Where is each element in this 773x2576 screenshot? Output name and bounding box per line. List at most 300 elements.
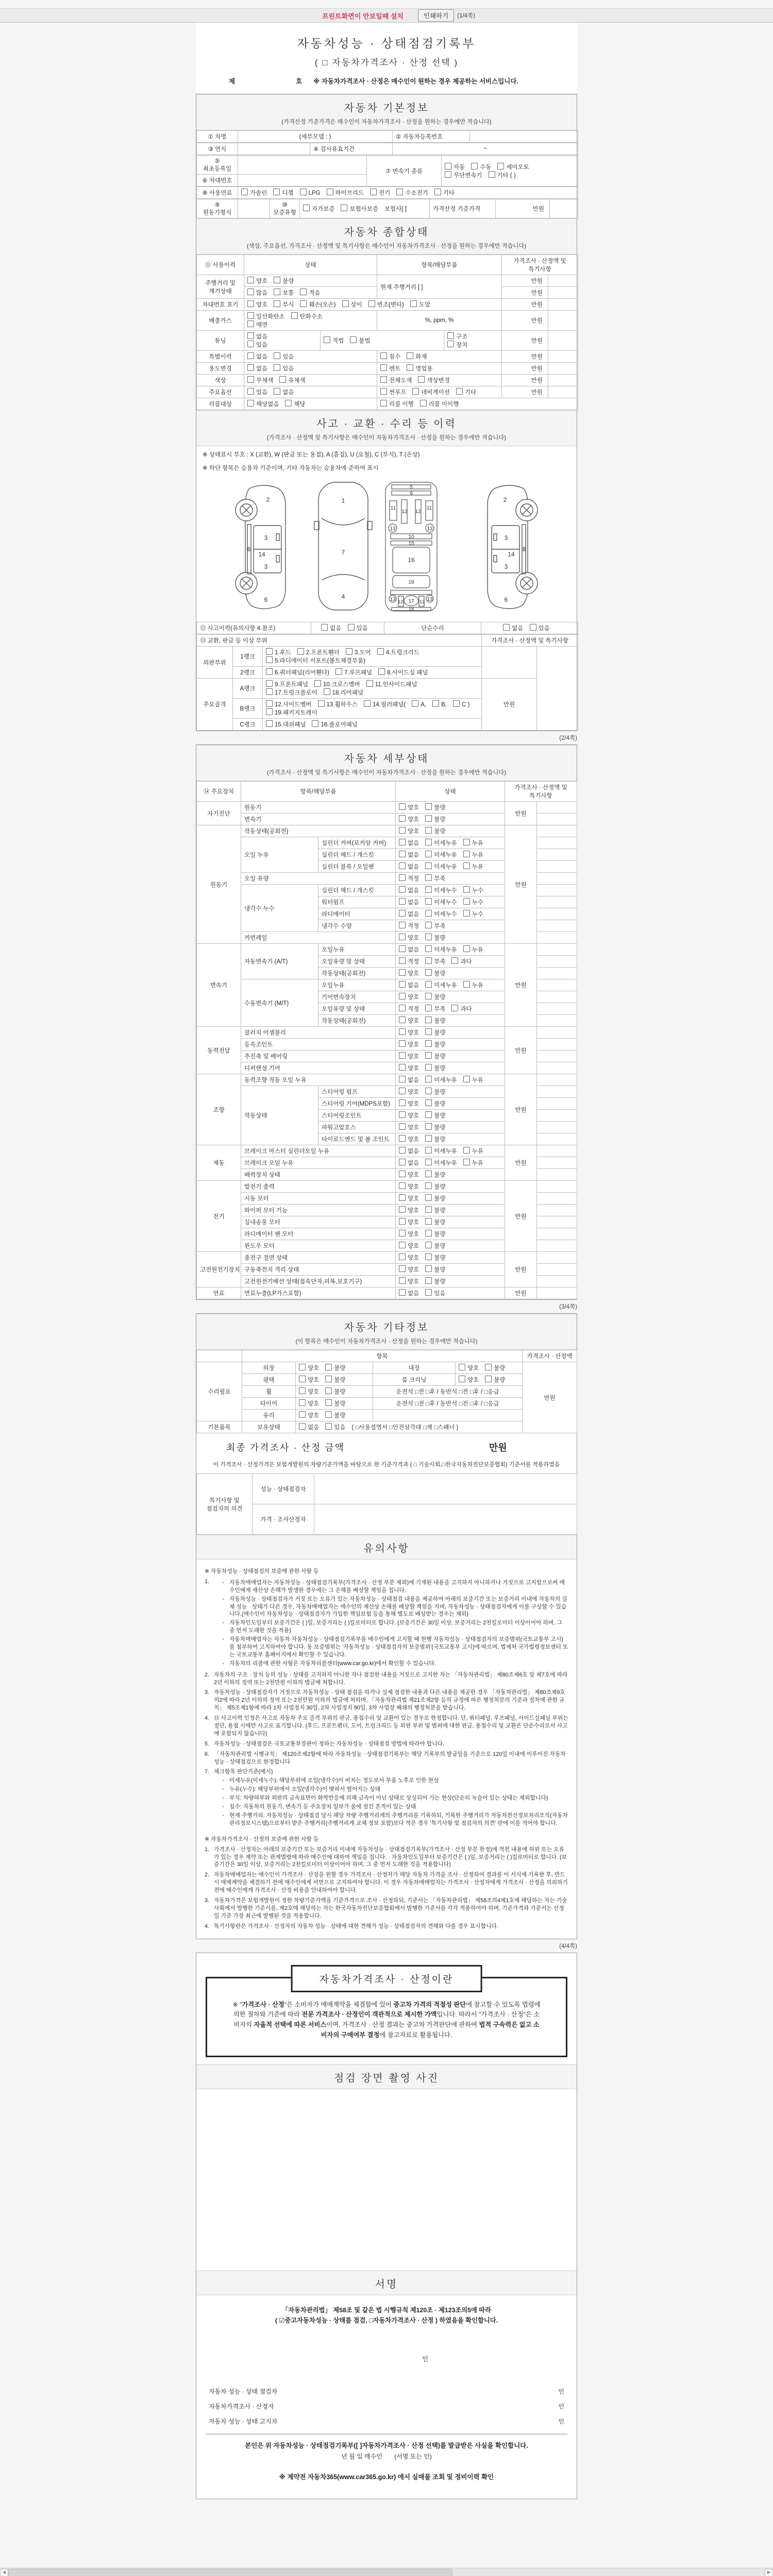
checkbox-option [399,1265,419,1274]
checkbox-icon [463,1159,470,1165]
checkbox-option [247,320,267,329]
checkbox-option [425,1028,445,1037]
basic-info-table-1 [196,130,578,143]
checkbox-option [425,839,457,847]
part-number: 18 [408,606,414,612]
part-number: 8 [522,546,526,553]
row-special-label: 특별이력 [197,351,244,363]
option-label: 불량 [434,1219,446,1226]
option-label: 세미오토 [506,164,529,171]
outer-price-cell [482,647,537,679]
option-label: 불량 [334,1365,346,1371]
checkbox-option [399,1206,419,1214]
detail-table [196,781,577,1299]
checkbox-icon [425,1040,432,1047]
checkbox-icon [407,352,413,359]
checkbox-icon [377,648,384,655]
notes-text [196,1560,577,1939]
install-notice-link[interactable]: 프린트화면이 안보일때 설치 [322,12,404,20]
etc-subtitle: (이 항목은 매수인이 자동차가격조사 · 산정을 원하는 경우에만 적습니다) [295,1338,478,1345]
checkbox-icon [247,352,254,359]
option-label: 화재 [415,354,427,360]
price-cell [537,861,577,873]
mileage-item: 현재 주행거리 [ ] [377,275,502,299]
checkbox-icon [274,300,280,307]
part-number: 9 [410,491,413,497]
inspector-opinion-cell [314,1474,577,1504]
checkbox-option [247,289,267,297]
checkbox-icon [420,400,427,406]
tire-detail: 운전석 □전 □후 / 동반석 □전 □후 / □응급 [373,1398,523,1410]
note-text: 자동차성능 · 상태점검은 국토교통부장관이 정하는 자동차성능 · 상태점검 방법에 따라야 합니다. [214,1740,444,1747]
group-price: 만원 [505,1181,537,1252]
checkbox-option [425,1076,457,1084]
hold-options [296,1421,523,1433]
option-label: 양호 [408,817,419,823]
option-label: 1.후드 [275,650,291,656]
checkbox-icon [399,1206,406,1213]
option-label: 해당없음 [256,401,279,408]
part-number: 17 [408,599,414,604]
note-number: 1. [205,1846,210,1853]
checkbox-option [399,1171,419,1179]
checkbox-option [266,688,317,697]
etc-price: 만원 [523,1362,577,1433]
checkbox-icon [434,189,441,195]
checkbox-option [380,388,406,396]
color-price: 만원 [502,375,548,386]
option-label: 없음 [408,947,419,953]
page-4 [196,1953,577,2499]
checkbox-option [274,289,294,297]
accident-title: 사고 · 교환 · 수리 등 이력 [316,418,457,430]
detail-subitem: 타이로드엔드 및 볼 조인트 [318,1133,396,1145]
part-number: 15 [408,541,414,547]
checkbox-icon [299,1364,306,1370]
checkbox-icon [325,1399,332,1406]
status-options [396,1015,505,1027]
sign-band [196,2270,577,2295]
checkbox-icon [463,851,470,857]
status-options [396,1027,505,1039]
checkbox-option [300,189,321,196]
accident-subtitle: (가격조사 · 산정액 및 특기사항은 매수인이 자동차가격조사 · 산정을 원하는 경우에만 적습니다) [266,435,507,441]
checkbox-option [266,648,291,656]
option-label: 없음 [308,1425,320,1431]
checkbox-option [266,668,329,676]
checkbox-icon [425,1218,432,1225]
detail-item: 라디에이터 팬 모터 [241,1228,396,1240]
checkbox-icon [425,1052,432,1059]
checkbox-option [266,720,306,728]
checkbox-icon [299,1423,306,1430]
special-price: 만원 [502,351,548,363]
option-label: 가솔린 [250,190,267,196]
option-label: 양호 [408,805,419,811]
photo-title: 점검 장면 촬영 사진 [333,2073,440,2084]
checkbox-icon [346,648,352,655]
price-cell [537,1027,577,1039]
option-label: 미세누유 [434,864,457,870]
part-number: 10 [408,534,414,540]
scroll-right-arrow[interactable]: ▶ [765,2569,773,2576]
overall-h-status: 상태 [244,255,377,275]
mileage-status-options [244,275,377,287]
status-options [396,1216,505,1228]
option-label: 있음 [256,389,268,396]
price-cell [537,1039,577,1050]
option-label: 누유 [472,864,483,870]
checkbox-icon [425,1088,432,1094]
notes-title: 유의사항 [363,1543,410,1554]
checkbox-icon [300,289,307,295]
option-label: 불량 [434,1196,446,1202]
checkbox-icon [399,1123,406,1130]
checkbox-option [445,163,465,171]
checkbox-option [285,400,305,408]
detail-subitem: 스티어링조인트 [318,1110,396,1122]
checkbox-icon [425,1182,432,1189]
option-label: A, [421,702,427,708]
scrollbar-thumb[interactable] [8,2569,452,2576]
price-basis-note: 이 가격조사 · 산정가격은 보험개발원의 차량기준가액을 바탕으로 한 기준가격과 ( □ 기술사회,□한국자동차진단보증협회) 기준서를 적용하였음 [213,1462,560,1468]
checkbox-option [463,886,483,894]
part-number: 8 [247,546,251,553]
checkbox-icon [399,1088,406,1094]
checkbox-option [399,803,419,811]
transmission-options [442,156,578,187]
status-options [396,802,505,814]
part-number: 3 [264,563,268,570]
opinion-table [196,1473,577,1535]
checkbox-icon [285,400,292,406]
checkbox-icon [399,1194,406,1201]
option-label: 있음 [434,1291,446,1297]
appraiser-opinion-cell [314,1504,577,1535]
checkbox-option [399,1028,419,1037]
checkbox-option [425,981,457,989]
checkbox-icon [348,624,355,631]
option-label: 14.필러패널( [372,702,406,708]
status-options [396,908,505,920]
option-label: 6.쿼터패널(리어휀다) [275,670,330,676]
checkbox-option [399,1253,419,1262]
checkbox-icon [425,1028,432,1035]
checkbox-option [425,1123,445,1131]
checkbox-icon [399,1076,406,1082]
checkbox-icon [399,898,406,905]
status-options [396,1133,505,1145]
checkbox-icon [266,656,273,663]
checkbox-icon [327,189,333,195]
checkbox-option [410,300,430,309]
price-cell [537,1050,577,1062]
note-sub: ◦ 자동차의 리콜에 관한 사항은 자동차리콜센터(www.car.go.kr)에서 확인할 수 있습니다. [229,1660,436,1667]
option-label: 양호 [408,1030,419,1036]
option-label: 13.휠하우스 [326,702,358,708]
vin-price-cell [548,299,578,311]
detail-item: 배력장치 상태 [241,1169,396,1181]
checkbox-icon [425,827,432,834]
checkbox-icon [342,300,349,307]
option-label: 네비게이션 [421,389,450,396]
option-label: 있음 [282,366,294,372]
checkbox-option [399,1218,419,1226]
option-label: 미세누유 [434,1160,457,1166]
special-kind-options [377,351,502,363]
basic-info-title: 자동차 기본정보 [344,103,429,114]
price-cell [537,1110,577,1122]
price-cell [537,1169,577,1181]
buyer-confirm-text: 본인은 위 자동차성능 · 상태점검기록부([ ]자동차가격조사 · 산정 선택)를 발급받은 사실을 확인합니다. [245,2442,528,2449]
use-price-cell [548,363,578,375]
horizontal-scrollbar[interactable] [0,2568,773,2576]
option-label: 탄화수소 [299,314,323,320]
print-button[interactable]: 인쇄하기 [418,9,454,22]
part-number: 19 [408,580,414,585]
checkbox-option [399,934,419,942]
gas-status-options [244,311,377,331]
detail-item: 윈도우 모터 [241,1240,396,1252]
checkbox-icon [425,910,432,917]
etc-item: 타이어 [242,1398,296,1410]
row-mileage-label: 주행거리 및 계기상태 [197,275,244,299]
detail-h-item: 항목/해당부품 [241,782,396,802]
etc-title: 자동차 기타정보 [344,1322,429,1333]
option-label: 무채색 [256,378,274,384]
appraiser-label: 가격 · 조사산정자 [253,1504,314,1535]
checkbox-option [266,656,365,665]
base-price-label: 가격산정 기준가격 [430,199,496,218]
checkbox-icon [266,668,273,675]
checkbox-icon [247,376,254,383]
checkbox-option [425,1242,445,1250]
detail-item: 오일 누유 [241,837,318,873]
outer-panel-label: 외판부위 [197,647,233,679]
option-label: 양호 [408,1267,419,1273]
rank1-options [263,647,482,667]
car-diagram-area [196,473,577,622]
checkbox-icon [300,189,307,195]
checkbox-icon [299,1387,306,1394]
checkbox-icon [399,1182,406,1189]
role-label: 자동차 성능 · 상태 고지자 [209,2417,278,2425]
option-label: 부족 [434,959,446,965]
price-cell [537,1205,577,1216]
base-price-unit: 만원 [496,199,550,218]
document-number-line [196,68,577,91]
checkbox-option [425,1265,445,1274]
note-text: ⑫ 사고이력 인정은 사고로 자동차 주요 골격 부위의 판금, 용접수리 및 교환이 있는 경우로 한정합니다. 단, 쿼터패널, 루프패널, 사이드실패널 부위는 절단, 용접 시에만 사고로 표기합니다. (후드, 프론트펜더, 도어, 트렁크리드 등 외판 부위 및 범퍼에 대한 판금, 용접수리 및 교환은 단순수리로서 사고에 포함되지 않습니다) [214,1715,568,1737]
tuning-price-cell [548,331,578,351]
option-label: 불량 [434,1054,446,1060]
doc-no-suffix: 호 [296,78,303,85]
option-kind-options [377,386,502,398]
checkbox-icon [366,680,373,687]
notes-band [196,1535,577,1560]
page-marker-1: (1/4쪽) [457,13,475,19]
checkbox-option [463,1159,483,1167]
checkbox-option [425,851,457,859]
status-options [396,932,505,944]
option-label: 양호 [408,1113,419,1119]
option-label: 전기 [379,190,391,196]
stamp-mark: 인 [558,2387,564,2395]
price-cell [537,1193,577,1205]
part-number: 11 [426,505,432,511]
option-label: 불량 [434,1172,446,1178]
option-label: 과다 [460,959,472,965]
group-transmission: 변속기 [197,944,241,1027]
status-options [296,1398,373,1410]
part-number: 14 [258,551,265,558]
checkbox-option [247,364,267,372]
accident-legend-1: ※ 상태표시 부호 : X (교환), W (판금 또는 용접), A (흠집), U (요철), C (부식), T (손상) [203,452,420,458]
group-price: 만원 [505,825,537,944]
option-label: 미세누유 [434,852,457,858]
option-label: 없음 [330,625,342,632]
checkbox-icon [425,969,432,976]
status-options [396,1145,505,1157]
tuning-kind-options [444,331,502,351]
car-diagram [227,477,546,614]
detail-subitem: 실린더 커버(로커암 커버) [318,837,396,849]
overall-h-use: ⑪ 사용이력 [197,255,244,275]
etc-item: 내장 [373,1362,456,1374]
note-number: 6. [205,1751,210,1757]
use-price: 만원 [502,363,548,375]
price-cell [537,932,577,944]
accident-history-table [196,622,578,634]
checkbox-option [335,668,372,676]
basic-info-table-2 [196,143,578,155]
checkbox-option [425,886,457,894]
overall-band [196,218,577,255]
note-number: 4. [205,1715,210,1722]
note-text: 자동차매매업자는 매수인이 가격조사 · 산정을 원할 경우 가격조사 · 산정자가 해당 자동차 가격을 조사 · 산정하여 결과를 이 서식에 기록한 후, 반드시 매매계약을 체결하기 전에 매수인에게 서면으로 고지하여야 합니다. 이 경우 자동차매매업자는 가격조사 · 산정자에게 가격조사 · 산정을 의뢰하기 전에 매수인에게 가격조사 · 산정 비용을 안내하여야 합니다. [214,1872,568,1894]
wheel-detail: 운전석 □전 □후 / 동반석 □전 □후 / □응급 [373,1386,523,1398]
option-label: 자동 [453,164,465,171]
simple-repair-options [481,622,578,634]
checkbox-icon [399,1111,406,1118]
signature-section [196,2295,577,2498]
checkbox-icon [425,934,432,940]
status-options [396,1181,505,1193]
etc-item: 룸 크리닝 [373,1374,456,1386]
field-warranty-type: ⑩ 보증유형 [270,199,300,218]
option-label: 양호 [408,1196,419,1202]
checkbox-icon [299,1399,306,1406]
frame-price: 만원 [482,679,537,731]
option-label: 미세누수 [434,888,457,894]
option-label: 양호 [408,1054,419,1060]
status-options [396,1110,505,1122]
note-text: 특기사항란은 가격조사 · 산정자의 자동차 성능 · 상태에 대한 견해가 성능 · 상태점검자의 견해와 다를 경우 표시합니다. [214,1923,498,1929]
note-sub: ◦ 자동차성능 · 상태점검자가 거짓 또는 오류가 있는 자동차성능 · 상태점검 내용을 제공하여 아래의 보증기간 또는 보증거리 이내에 자동차의 실제 성능 · 상태가 다른 경우, 자동차매매업자는 매수인의 재산상 손해를 배상할 책임을 지며, 자동차성능 · 상태점검자에게 이를 구상할 수 있습니다.(매수인이 자동차성능 · 상태점검자가 가입한 책임보험 등을 통해 별도로 배상받는 경우는 제외) [229,1596,567,1618]
option-label: 디젤 [282,190,294,196]
group-price: 만원 [505,944,537,1027]
detail-subitem: 파워고압호스 [318,1122,396,1133]
option-label: 누유 [472,1160,483,1166]
checkbox-option [425,957,445,965]
status-options [396,837,505,849]
checkbox-icon [297,648,304,655]
checkbox-option [342,300,362,309]
checkbox-option [399,1182,419,1191]
role-appraiser [206,2399,567,2414]
basic-info-table-3 [196,155,578,187]
field-vin: ⑥ 차대번호 [197,175,238,187]
checkbox-icon [299,1376,306,1382]
price-cell [537,896,577,908]
option-label: 부족 [434,876,446,882]
checkbox-icon [425,1194,432,1201]
option-label: 적정 [408,923,419,929]
checkbox-icon [445,171,451,178]
final-amount-label: 최종 가격조사 · 산정 금액 [226,1443,345,1453]
detail-item: 냉각수 누수 [241,885,318,932]
option-label: 미세누유 [434,840,457,846]
checkbox-option [425,1040,445,1048]
checkbox-option [425,1005,445,1013]
checkbox-icon [247,400,254,406]
simple-repair-label: 단순수리 [384,622,481,634]
option-label: 11.인사이드패널 [375,682,417,688]
checkbox-icon [247,312,254,319]
checkbox-option [425,803,445,811]
status-options [296,1362,373,1374]
checkbox-icon [425,1099,432,1106]
price-cell [537,991,577,1003]
option-label: 썬루프 [389,389,407,396]
checkbox-option [399,1016,419,1025]
checkbox-option [247,400,279,408]
status-options [396,968,505,979]
document-header [196,23,577,94]
checkbox-icon [399,969,406,976]
option-label: 없음 [408,911,419,918]
checkbox-icon [380,364,387,371]
checkbox-icon [399,1064,406,1071]
checkbox-option [425,1016,445,1025]
note-sub: ◦ 현재 주행거리: 자동차성능 · 상태점검 당시 해당 차량 주행거리계의 주행거리를 기록하되, 기록한 주행거리가 자동차전산정보처리조직(자동차관리정보시스템)으로부터 받은 주행거리(주행거리계 교체 정보 포함)보다 적은 경우 '특기사항 및 점검자의 의견' 란에 이를 적어야 합니다. [229,1812,568,1826]
checkbox-icon [341,205,347,211]
option-label: 누수 [472,888,483,894]
scroll-left-arrow[interactable]: ◀ [0,2569,8,2576]
detail-subitem: 기어변속장치 [318,991,396,1003]
checkbox-option [447,341,467,349]
checkbox-option [425,1052,445,1060]
status-options [396,1062,505,1074]
checkbox-icon [530,624,536,631]
option-label: 양호 [408,1255,419,1261]
detail-item: 충전구 절연 상태 [241,1252,396,1264]
note-number: 2. [205,1872,210,1878]
tuning-legal-options [321,331,444,351]
option-label: 누수 [472,911,483,918]
status-options [396,979,505,991]
option-label: 부식 [282,302,294,308]
status-options [396,1003,505,1015]
detail-subitem: 작동상태(공회전) [318,1015,396,1027]
detail-item: 고전원전기배선 상태(접속단자,피복,보호기구) [241,1276,396,1287]
group-price: 만원 [505,1252,537,1287]
checkbox-icon [380,400,387,406]
checkbox-icon [399,910,406,917]
checkbox-icon [418,376,425,383]
checkbox-option [425,815,445,823]
checkbox-icon [399,1265,406,1272]
